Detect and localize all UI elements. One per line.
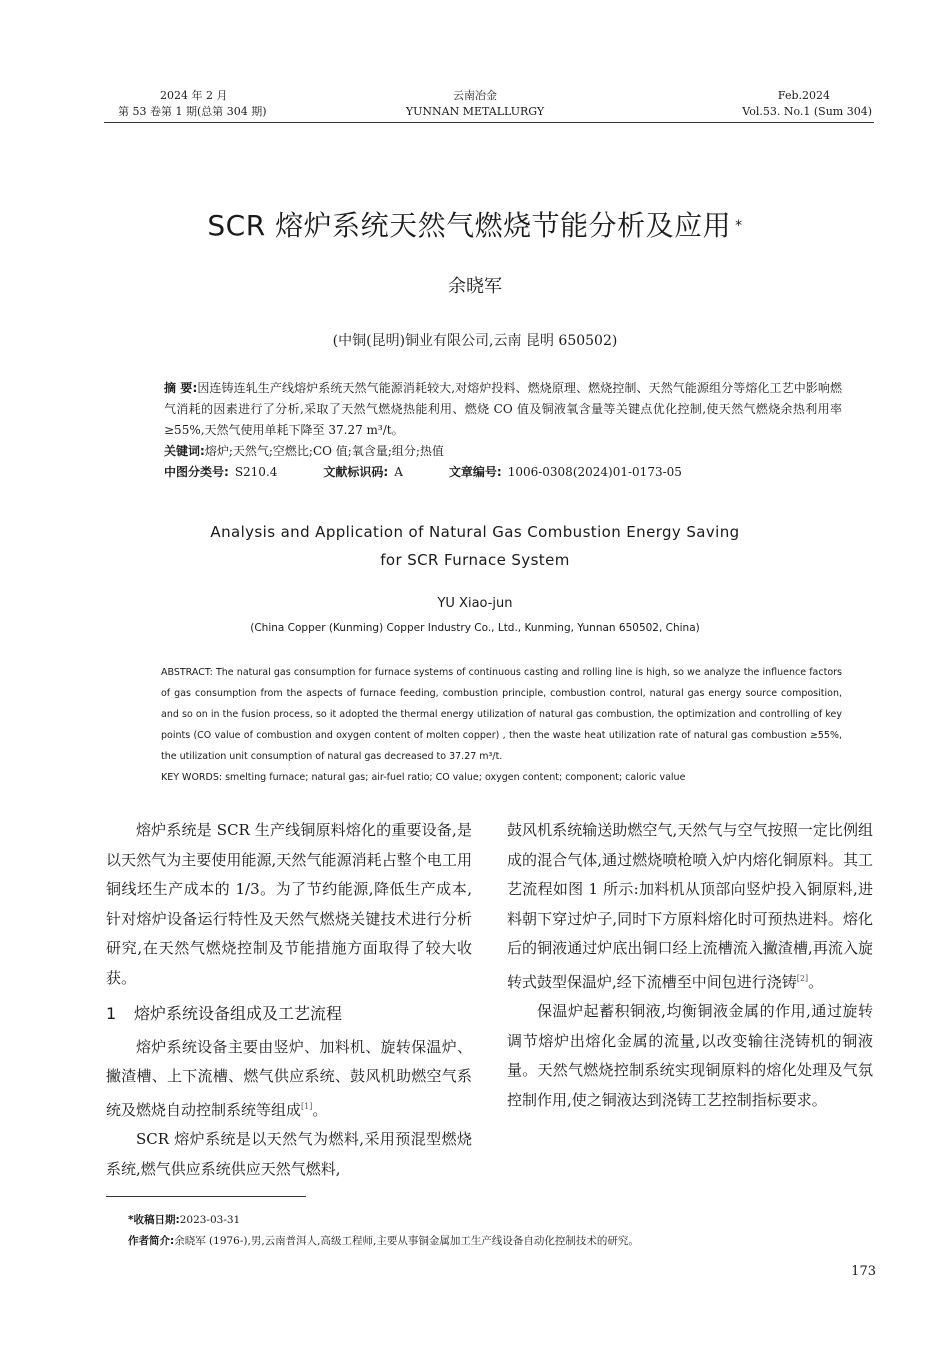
- citation-1: [1]: [301, 1101, 313, 1111]
- bio-label: 作者简介:: [128, 1235, 175, 1247]
- abstract-cn-body: [136, 378, 842, 441]
- footnote-divider: [106, 1196, 306, 1197]
- header-date-en: Feb.2024: [777, 89, 830, 102]
- keywords-en-row: [136, 767, 842, 788]
- classification-row: [136, 462, 842, 483]
- journal-name-cn: 云南冶金: [453, 89, 497, 102]
- title-footnote-mark: *: [735, 218, 743, 234]
- page-number: 173: [851, 1264, 876, 1279]
- abstract-en-body: [136, 662, 842, 767]
- english-title-line1: Analysis and Application of Natural Gas Combustion Energy Saving: [210, 523, 740, 541]
- doc-code-value: A: [394, 465, 403, 479]
- keywords-cn: 熔炉;天然气;空燃比;CO 值;氧含量;组分;热值: [204, 444, 444, 458]
- body-paragraph-2-text: 熔炉系统设备主要由竖炉、加料机、旋转保温炉、撇渣槽、上下流槽、燃气供应系统、鼓风机助燃空气系统及燃烧自动控制系统等组成: [106, 1037, 472, 1119]
- body-paragraph-3: [106, 1125, 472, 1184]
- abstract-en: [136, 662, 842, 788]
- body-paragraph-3-continued-text: 鼓风机系统输送助燃空气,天然气与空气按照一定比例组成的混合气体,通过燃烧喷枪喷入炉内熔化铜原料。其工艺流程如图 1 所示:加料机从顶部向竖炉投入铜原料,进料朝下穿过炉子,同时下方原料熔化时可预热进料。熔化后的铜液通过炉底出铜口经上流槽流入撇渣槽,再流入旋转式鼓型保温炉,经下流槽至中间包进行浇铸: [507, 821, 873, 991]
- clc-label: 中图分类号:: [164, 465, 229, 479]
- author-name: 余晓军: [448, 276, 502, 297]
- body-paragraph-4: 保温炉起蓄积铜液,均衡铜液金属的作用,通过旋转调节熔炉出熔化金属的流量,以改变输往浇铸机的铜液量。天然气燃烧控制系统实现铜原料的熔化处理及气氛控制作用,使之铜液达到浇铸工艺控制指标要求。: [507, 1002, 873, 1109]
- english-author: YU Xiao-jun: [437, 596, 513, 611]
- body-paragraph-3-continued: [507, 816, 873, 997]
- abstract-cn-text: 因连铸连轧生产线熔炉系统天然气能源消耗较大,对熔炉投料、燃烧原理、燃烧控制、天然气能源组分等熔化工艺中影响燃气消耗的因素进行了分析,采取了天然气燃烧热能利用、燃烧 CO 值及铜液氧含量等关键点优化控制,使天然气燃烧余热利用率≥55%,天然气使用单耗下降至 37.27 m³/t。: [164, 381, 842, 437]
- keywords-cn-row: [136, 441, 842, 462]
- abstract-en-label: ABSTRACT:: [161, 667, 213, 678]
- received-date-row: [128, 1210, 868, 1231]
- body-right-column: [507, 816, 873, 1115]
- header-date: 2024 年 2 月: [160, 89, 228, 102]
- english-title: [0, 518, 950, 574]
- header-divider: [104, 122, 874, 123]
- abstract-cn: [136, 378, 842, 483]
- author-bio: 余晓军 (1976-),男,云南普洱人,高级工程师,主要从事铜金属加工生产线设备自动化控制技术的研究。: [174, 1235, 639, 1247]
- section-number: 1: [106, 1004, 117, 1023]
- article-no-label: 文章编号:: [448, 465, 502, 479]
- title-text: SCR 熔炉系统天然气燃烧节能分析及应用: [207, 209, 732, 242]
- section-title: 熔炉系统设备组成及工艺流程: [134, 1004, 343, 1023]
- article-no-value: 1006-0308(2024)01-0173-05: [507, 465, 682, 479]
- body-paragraph-1: 熔炉系统是 SCR 生产线铜原料熔化的重要设备,是以天然气为主要使用能源,天然气能源消耗占整个电工用铜线坯生产成本的 1/3。为了节约能源,降低生产成本,针对熔炉设备运行特性及天然气燃烧关键技术进行分析研究,在天然气燃烧控制及节能措施方面取得了较大收获。: [106, 821, 472, 987]
- doc-code-label: 文献标识码:: [323, 465, 389, 479]
- header-volume-en: Vol.53. No.1 (Sum 304): [742, 105, 872, 118]
- section-heading-1: [106, 999, 472, 1029]
- keywords-en-label: KEY WORDS:: [161, 772, 223, 783]
- paper-title: [0, 206, 950, 246]
- header-right: [742, 88, 872, 120]
- keywords-cn-label: 关键词:: [164, 444, 205, 458]
- received-label: *收稿日期:: [128, 1214, 180, 1226]
- abstract-cn-label: 摘 要:: [164, 381, 198, 395]
- abstract-en-text: The natural gas consumption for furnace systems of continuous casting and rolling line is high, so we analyze the influence factors of gas consumption from the aspects of furnace feeding, combustion principle, combustion control, natural gas energy source composition, and so on in the fusion process, so it adopted the thermal energy utilization of natural gas combustion, the optimization and controlling of key points (CO value of combustion and oxygen content of molten copper) , then the waste heat utilization rate of natural gas combustion ≥55%, the utilization unit consumption of natural gas decreased to 37.27 m³/t.: [161, 667, 842, 762]
- keywords-en: smelting furnace; natural gas; air-fuel ratio; CO value; oxygen content; component; caloric value: [225, 772, 686, 783]
- body-paragraph-2: [106, 1033, 472, 1126]
- received-date: 2023-03-31: [179, 1214, 241, 1226]
- body-left-column: [106, 816, 472, 1184]
- english-affiliation: (China Copper (Kunming) Copper Industry Co., Ltd., Kunming, Yunnan 650502, China): [250, 622, 700, 634]
- author-bio-row: [128, 1231, 868, 1252]
- citation-2: [2]: [796, 973, 809, 983]
- body-paragraph-2-end: 。: [312, 1100, 328, 1119]
- affiliation: (中铜(昆明)铜业有限公司,云南 昆明 650502): [332, 333, 618, 349]
- footnote: [128, 1210, 868, 1252]
- english-title-line2: for SCR Furnace System: [380, 551, 570, 569]
- header-volume: 第 53 卷第 1 期(总第 304 期): [118, 105, 267, 118]
- body-paragraph-3-text: SCR 熔炉系统是以天然气为燃料,采用预混型燃烧系统,燃气供应系统供应天然气燃料,: [106, 1130, 472, 1178]
- journal-name-en: YUNNAN METALLURGY: [405, 105, 545, 118]
- clc-value: S210.4: [234, 465, 278, 479]
- body-paragraph-3-end: 。: [808, 972, 824, 991]
